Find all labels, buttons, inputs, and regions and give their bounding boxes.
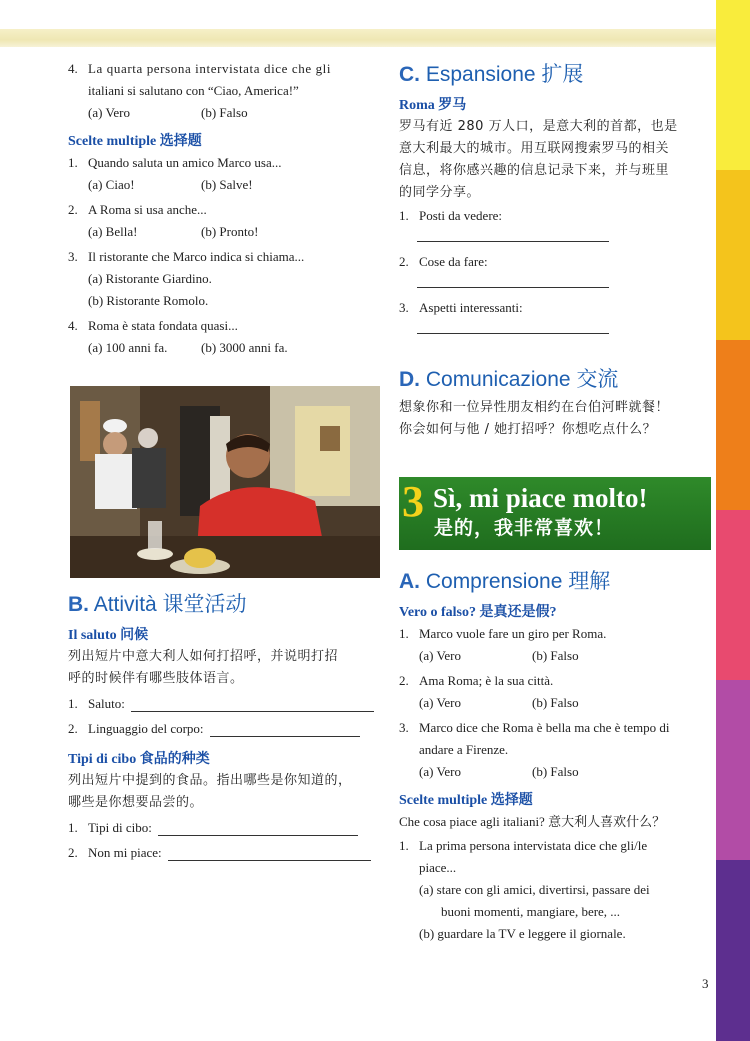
left-column: [68, 58, 383, 359]
right-column: [399, 58, 712, 441]
section-letter: B.: [68, 593, 89, 616]
section-heading: [68, 588, 383, 618]
item-number: 1.: [399, 208, 409, 223]
section-letter: C.: [399, 63, 420, 86]
option-b[interactable]: (b) Salve!: [201, 177, 253, 192]
mc-question: [68, 199, 383, 243]
item-label: Tipi di cibo:: [88, 820, 152, 835]
fill-item: [68, 817, 383, 839]
answer-line[interactable]: [417, 273, 609, 288]
comprensione-section: [399, 565, 712, 945]
cafe-photo: [70, 386, 380, 578]
item-number: 2.: [68, 721, 78, 736]
fill-item: [399, 205, 712, 249]
mc-question: [399, 835, 712, 945]
option-a[interactable]: (a) Vero: [419, 764, 461, 779]
section-letter: A.: [399, 570, 420, 593]
answer-line[interactable]: [158, 821, 358, 836]
lesson-banner: [399, 477, 711, 550]
roma-text-line: 的同学分享。: [399, 185, 481, 200]
option-a[interactable]: (a) stare con gli amici, divertirsi, passare dei: [419, 882, 650, 897]
page-number: 3: [702, 976, 709, 991]
question-text: Roma è stata fondata quasi...: [88, 318, 238, 333]
instruction-text: 列出短片中提到的食品。指出哪些是你知道的，: [68, 773, 352, 788]
section-title: Comprensione 理解: [425, 570, 611, 593]
option-a[interactable]: (a) 100 anni fa.: [88, 340, 168, 355]
question-text: Marco vuole fare un giro per Roma.: [419, 626, 607, 641]
question-number: 2.: [399, 673, 409, 688]
item-number: 3.: [399, 300, 409, 315]
item-number: 1.: [68, 696, 78, 711]
option-a[interactable]: (a) Ciao!: [88, 177, 135, 192]
question-number: 1.: [399, 626, 409, 641]
top-decorative-bar: [0, 29, 716, 47]
question-text: Il ristorante che Marco indica si chiama...: [88, 249, 305, 264]
option-b[interactable]: (b) Falso: [532, 764, 579, 779]
question-text: Marco dice che Roma è bella ma che è tempo di: [419, 720, 670, 735]
saluto-heading: Il saluto 问候: [68, 628, 149, 643]
question-text: A Roma si usa anche...: [88, 202, 207, 217]
item-label: Cose da fare:: [419, 254, 488, 269]
banner-subtitle: 是的，我非常喜欢！: [434, 517, 615, 539]
item-number: 2.: [68, 845, 78, 860]
scelte-multiple-heading: Scelte multiple 选择题: [399, 793, 533, 808]
question-text: piace...: [419, 860, 457, 875]
option-a[interactable]: (a) Vero: [419, 695, 461, 710]
section-title: Attività 课堂活动: [93, 593, 247, 616]
roma-heading: Roma 罗马: [399, 98, 467, 113]
option-a[interactable]: (a) Vero: [419, 648, 461, 663]
item-label: Aspetti interessanti:: [419, 300, 523, 315]
mc-question: [68, 152, 383, 196]
mc-question: [68, 315, 383, 359]
instruction-text: 哪些是你想要品尝的。: [68, 795, 204, 810]
answer-line[interactable]: [417, 319, 609, 334]
fill-item: [68, 718, 383, 740]
cibo-heading: Tipi di cibo 食品的种类: [68, 752, 210, 767]
question-number: 1.: [68, 155, 78, 170]
color-sidebar: [716, 0, 750, 1041]
option-a[interactable]: (a) Bella!: [88, 224, 138, 239]
item-label: Posti da vedere:: [419, 208, 503, 223]
question-number: 3.: [399, 720, 409, 735]
option-b[interactable]: (b) guardare la TV e leggere il giornale.: [419, 926, 626, 941]
roma-text-line: 意大利最大的城市。用互联网搜索罗马的相关: [399, 141, 670, 156]
option-b[interactable]: (b) Pronto!: [201, 224, 259, 239]
option-b[interactable]: (b) Falso: [532, 648, 579, 663]
vero-falso-heading: Vero o falso? 是真还是假?: [399, 605, 557, 620]
question-number: 3.: [68, 249, 78, 264]
banner-title: Sì, mi piace molto!: [433, 483, 648, 513]
question-text: La quarta persona intervistata dice che gli: [88, 61, 332, 76]
question-text: La prima persona intervistata dice che gli/le: [419, 838, 648, 853]
question-number: 4.: [68, 318, 78, 333]
question-text: italiani si salutano con “Ciao, America!”: [88, 83, 299, 98]
fill-item: [68, 842, 383, 864]
vf-question: [399, 623, 712, 667]
question-text: andare a Firenze.: [419, 742, 509, 757]
item-label: Saluto:: [88, 696, 125, 711]
option-a[interactable]: (a) Ristorante Giardino.: [88, 271, 212, 286]
question-number: 1.: [399, 838, 409, 853]
section-title: Espansione 扩展: [425, 63, 584, 86]
option-b[interactable]: (b) Falso: [532, 695, 579, 710]
fill-item: [399, 251, 712, 295]
answer-line[interactable]: [168, 846, 371, 861]
answer-line[interactable]: [417, 227, 609, 242]
question-text: Quando saluta un amico Marco usa...: [88, 155, 282, 170]
option-a[interactable]: (a) Vero: [88, 105, 130, 120]
fill-item: [399, 297, 712, 341]
mc-question: [68, 246, 383, 312]
section-title: Comunicazione 交流: [425, 368, 619, 391]
attivita-section: [68, 588, 383, 864]
section-heading: [399, 565, 712, 595]
item-number: 1.: [68, 820, 78, 835]
question-text: Ama Roma; è la sua città.: [419, 673, 554, 688]
vf-question: [399, 717, 712, 783]
option-b[interactable]: (b) Falso: [201, 105, 248, 120]
item-label: Linguaggio del corpo:: [88, 721, 204, 736]
section-heading: [399, 58, 712, 88]
option-a-continued: buoni momenti, mangiare, bere, ...: [441, 904, 621, 919]
instruction-text: 列出短片中意大利人如何打招呼，并说明打招: [68, 649, 339, 664]
item-label: Non mi piace:: [88, 845, 162, 860]
vf-question: [399, 670, 712, 714]
photo-illustration: [70, 386, 380, 578]
roma-text-line: 信息，将你感兴趣的信息记录下来，并与班里: [399, 163, 670, 178]
scelte-multiple-heading: Scelte multiple 选择题: [68, 134, 202, 149]
question-4: [68, 58, 383, 124]
answer-line[interactable]: [210, 722, 360, 737]
item-number: 2.: [399, 254, 409, 269]
comunicazione-text: 想象你和一位异性朋友相约在台伯河畔就餐！: [399, 400, 670, 415]
question-number: 4.: [68, 61, 78, 76]
scelte-question: Che cosa piace agli italiani? 意大利人喜欢什么？: [399, 814, 666, 829]
answer-line[interactable]: [131, 697, 374, 712]
banner-number: 3: [402, 477, 424, 526]
fill-item: [68, 693, 383, 715]
section-letter: D.: [399, 368, 420, 391]
instruction-text: 呼的时候伴有哪些肢体语言。: [68, 671, 244, 686]
roma-text-line: 罗马有近 280 万人口，是意大利的首都，也是: [399, 119, 678, 134]
comunicazione-text: 你会如何与他 / 她打招呼？你想吃点什么？: [399, 422, 657, 437]
option-b[interactable]: (b) Ristorante Romolo.: [88, 293, 209, 308]
option-b[interactable]: (b) 3000 anni fa.: [201, 340, 288, 355]
section-heading: [399, 363, 712, 393]
question-number: 2.: [68, 202, 78, 217]
